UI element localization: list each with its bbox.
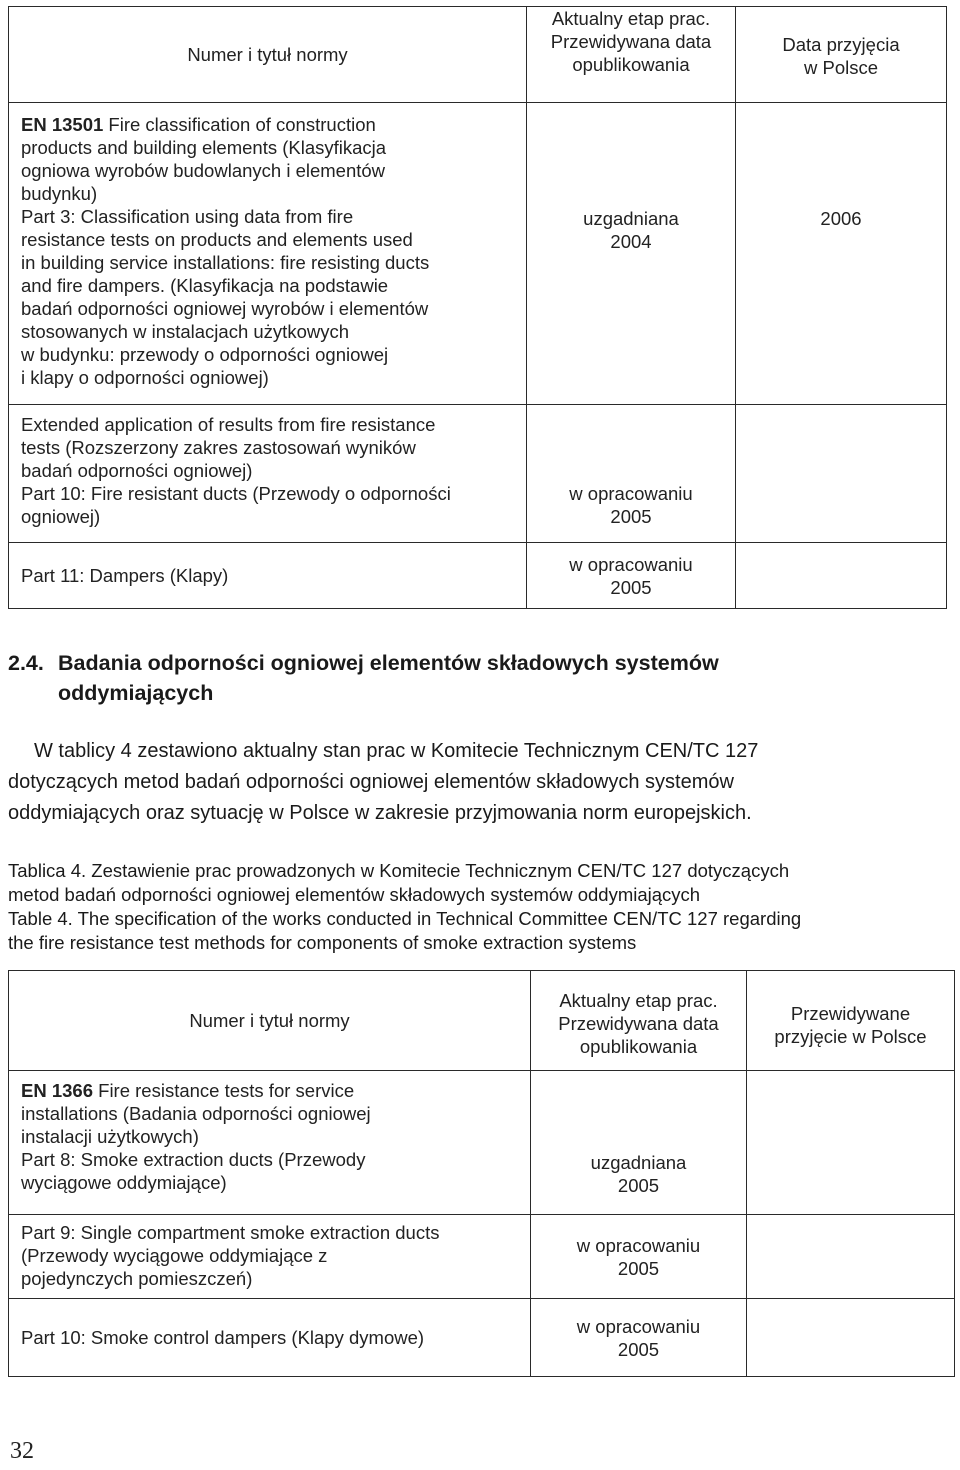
table-row (9, 405, 947, 543)
table-row (9, 1299, 955, 1377)
row-description: EN 1366 Fire resistance tests for service installations (Badania odporności ogniowej instalacji użytkowych) Part 8: Smoke extraction ducts (Przewody wyciągowe oddymiające) (9, 1071, 531, 1215)
table-row (9, 1215, 955, 1299)
standards-table-continued (8, 6, 947, 609)
table-caption: Tablica 4. Zestawienie prac prowadzonych w Komitecie Technicznym CEN/TC 127 dotyczących metod badań odporności ogniowej elementów składowych systemów oddymiających Table 4. The specification of the works conducted in Technical Committee CEN/TC 127 regarding the fire resistance test methods for components of smoke extraction systems (8, 860, 802, 953)
row-adoption (747, 1299, 955, 1377)
row-description: EN 13501 Fire classification of construction products and building elements (Klasyfikacja ogniowa wyrobów budowlanych i elementów budynku) Part 3: Classification using data from fire resistance tests on products and elements used in building service installations: fire resisting ducts and fire dampers. (Klasyfikacja na podstawie badań odporności ogniowej wyrobów i elementów stosowanych w instalacjach użytkowych w budynku: przewody o odporności ogniowej i klapy o odporności ogniowej) (9, 103, 527, 405)
header-standard-title: Numer i tytuł normy (9, 971, 531, 1071)
row-adoption (736, 405, 947, 543)
table-row (9, 543, 947, 609)
table-row (9, 1071, 955, 1215)
table-header-row (9, 971, 955, 1071)
table-row (9, 103, 947, 405)
row-stage: w opracowaniu 2005 (527, 543, 736, 609)
row-stage: uzgadniana 2005 (531, 1071, 747, 1215)
row-description: Part 9: Single compartment smoke extraction ducts (Przewody wyciągowe oddymiające z pojedynczych pomieszczeń) (9, 1215, 531, 1299)
row-adoption: 2006 (736, 103, 947, 405)
row-description: Extended application of results from fire resistance tests (Rozszerzony zakres zastosowań wyników badań odporności ogniowej) Part 10: Fire resistant ducts (Przewody o odporności ogniowej) (9, 405, 527, 543)
header-stage: Aktualny etap prac. Przewidywana data opublikowania (527, 7, 736, 103)
page-number: 32 (10, 1438, 34, 1464)
row-stage: w opracowaniu 2005 (531, 1215, 747, 1299)
standards-table-4 (8, 970, 955, 1377)
row-stage: w opracowaniu 2005 (527, 405, 736, 543)
header-stage: Aktualny etap prac. Przewidywana data opublikowania (531, 971, 747, 1071)
row-stage: uzgadniana 2004 (527, 103, 736, 405)
table-header-row (9, 7, 947, 103)
row-adoption (747, 1071, 955, 1215)
header-standard-title: Numer i tytuł normy (9, 7, 527, 103)
row-stage: w opracowaniu 2005 (531, 1299, 747, 1377)
header-adoption: Data przyjęcia w Polsce (736, 7, 947, 103)
row-adoption (747, 1215, 955, 1299)
row-description: Part 10: Smoke control dampers (Klapy dymowe) (9, 1299, 531, 1377)
body-paragraph: W tablicy 4 zestawiono aktualny stan prac w Komitecie Technicznym CEN/TC 127 dotyczących metod badań odporności ogniowej elementów składowych systemów oddymiających oraz sytuację w Polsce w zakresie przyjmowania norm europejskich. (8, 740, 759, 824)
section-heading: 2.4. Badania odporności ogniowej elementów składowych systemów oddymiających (8, 651, 719, 705)
row-adoption (736, 543, 947, 609)
header-adoption: Przewidywane przyjęcie w Polsce (747, 971, 955, 1071)
row-description: Part 11: Dampers (Klapy) (9, 543, 527, 609)
